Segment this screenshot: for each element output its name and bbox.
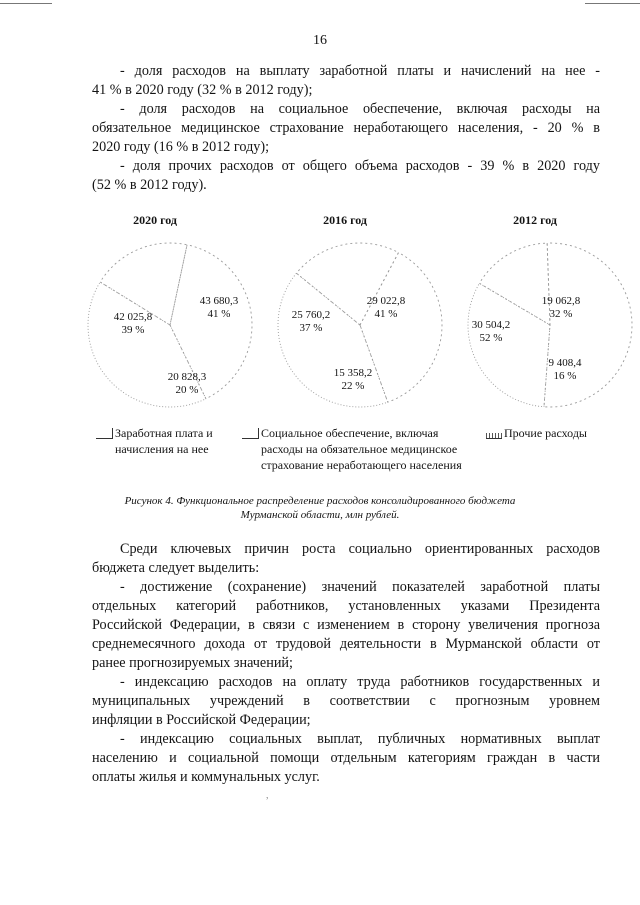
top-right-rule <box>585 3 640 4</box>
text-line: бюджета следует выделить: <box>92 560 260 576</box>
legend-item-other <box>486 425 587 441</box>
text-line: ранее прогнозируемых значений; <box>92 655 293 671</box>
text-line: - индексацию расходов на оплату труда работников государственных и <box>120 674 600 690</box>
figure-caption <box>0 494 640 522</box>
reasons-paragraphs <box>92 540 600 787</box>
text-line: 2020 году (16 % в 2012 году); <box>92 139 270 155</box>
text-line: инфляции в Российской Федерации; <box>92 712 311 728</box>
legend-label: Прочие расходы <box>504 426 587 440</box>
chart-legend <box>0 425 640 485</box>
text-line: населению и социальной помощи отдельным категориям граждан в части <box>92 750 600 766</box>
text-line: - достижение (сохранение) значений показателей заработной платы <box>120 579 600 595</box>
legend-swatch-social <box>242 428 259 439</box>
legend-item-social <box>242 425 462 473</box>
caption-line: Мурманской области, млн рублей. <box>240 509 400 521</box>
slice-label-2016-other: 25 760,2 37 % <box>291 309 331 334</box>
chart-title-2020: 2020 год <box>133 213 177 227</box>
slice-label-2012-salary: 19 062,8 32 % <box>541 295 581 320</box>
chart-title-2012: 2012 год <box>513 213 557 227</box>
text-line: муниципальных учреждений в соответствии с прогнозным уровнем <box>92 693 600 709</box>
slice-label-2016-salary: 29 022,8 41 % <box>366 295 406 320</box>
text-line: оплаты жилья и коммунальных услуг. <box>92 769 320 785</box>
top-left-rule <box>0 3 52 4</box>
slice-label-2020-salary: 43 680,3 41 % <box>199 295 239 320</box>
text-line: отдельных категорий работников, установленных указами Президента <box>92 598 600 614</box>
slice-label-2012-other: 30 504,2 52 % <box>471 319 511 344</box>
text-line: (52 % в 2012 году). <box>92 177 207 193</box>
slice-label-2012-social: 9 408,4 16 % <box>548 357 582 382</box>
text-line: - индексацию социальных выплат, публичных нормативных выплат <box>120 731 600 747</box>
legend-swatch-salary <box>96 428 113 439</box>
page-number: 16 <box>313 33 327 48</box>
text-line: Среди ключевых причин роста социально ориентированных расходов <box>120 541 600 557</box>
scan-speck: , <box>266 790 269 801</box>
legend-swatch-other <box>486 433 502 439</box>
legend-label: расходы на обязательное медицинское <box>261 442 458 456</box>
slice-label-2020-other: 42 025,8 39 % <box>113 311 153 336</box>
chart-title-2016: 2016 год <box>323 213 367 227</box>
text-line: обязательное медицинское страхование неработающего населения, - 20 % в <box>92 120 600 136</box>
caption-line: Рисунок 4. Функциональное распределение расходов консолидированного бюджета <box>124 495 516 507</box>
text-line: - доля расходов на выплату заработной платы и начислений на нее - <box>120 63 600 79</box>
pie-charts-figure <box>80 205 620 425</box>
legend-label: Социальное обеспечение, включая <box>261 426 439 440</box>
legend-item-salary <box>96 425 213 457</box>
text-line: 41 % в 2020 году (32 % в 2012 году); <box>92 82 313 98</box>
text-line: среднемесячного дохода от трудовой деятельности в Мурманской области от <box>92 636 600 652</box>
text-line: - доля расходов на социальное обеспечение, включая расходы на <box>120 101 600 117</box>
legend-label: начисления на нее <box>115 442 209 456</box>
slice-label-2020-social: 20 828,3 20 % <box>167 371 207 396</box>
legend-label: Заработная плата и <box>115 426 213 440</box>
slice-label-2016-social: 15 358,2 22 % <box>333 367 373 392</box>
legend-label: страхование неработающего населения <box>261 458 462 472</box>
text-line: - доля прочих расходов от общего объема расходов - 39 % в 2020 году <box>120 158 600 174</box>
intro-paragraphs <box>92 62 600 195</box>
text-line: Российской Федерации, в связи с изменением в сторону увеличения прогноза <box>92 617 600 633</box>
